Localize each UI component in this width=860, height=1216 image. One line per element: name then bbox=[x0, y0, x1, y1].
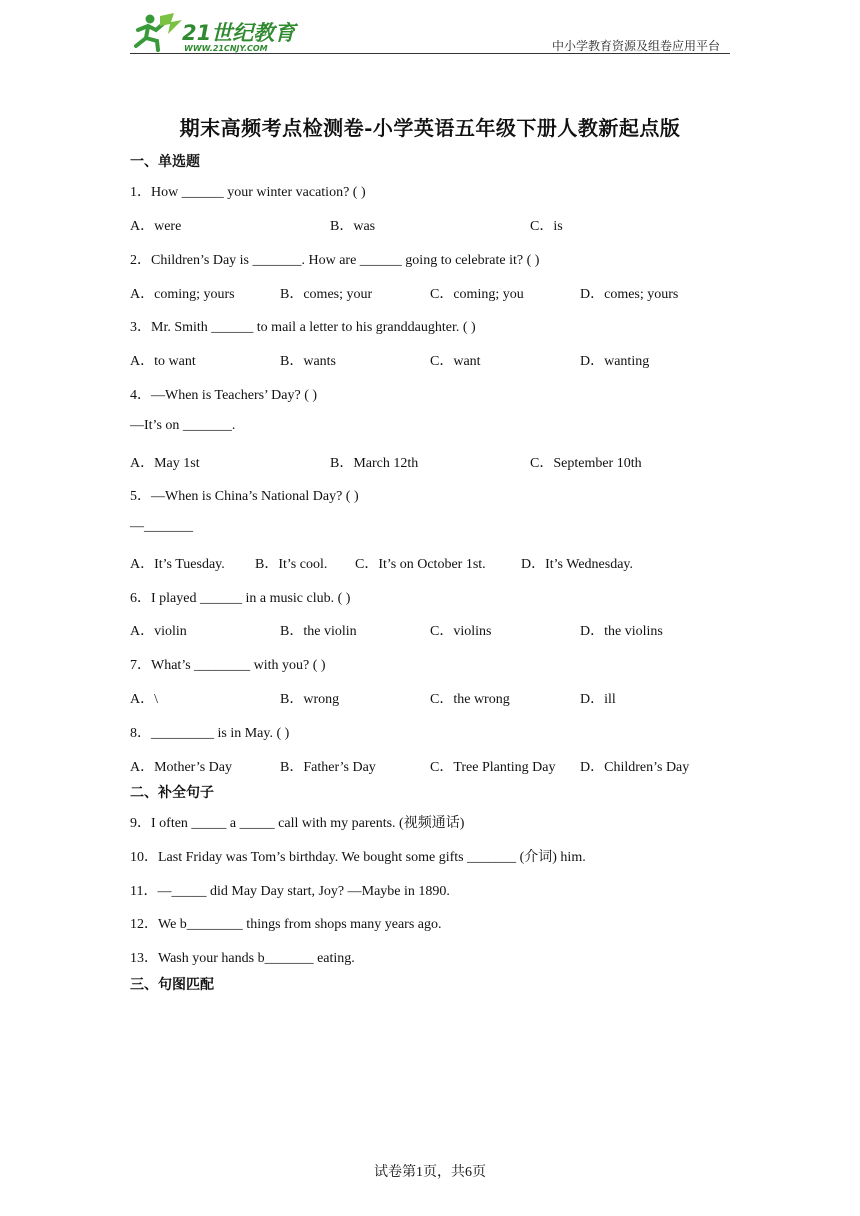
site-logo bbox=[130, 10, 300, 54]
svg-text:21世纪教育: 21世纪教育 bbox=[182, 21, 296, 45]
q3-option-a: A．to want bbox=[130, 354, 196, 369]
question-11: 11．—_____ did May Day start, Joy? —Maybe in 1890. bbox=[130, 884, 450, 899]
q2-option-d: D．comes; yours bbox=[580, 287, 679, 302]
q3-option-b: B．wants bbox=[280, 354, 336, 369]
q1-option-c: C．is bbox=[530, 219, 563, 234]
svg-text:WWW.21CNJY.COM: WWW.21CNJY.COM bbox=[184, 44, 268, 53]
q3-option-c: C．want bbox=[430, 354, 481, 369]
q2-option-b: B．comes; your bbox=[280, 287, 373, 302]
q8-option-d: D．Children’s Day bbox=[580, 760, 690, 775]
section-heading-sentence-picture-match: 三、句图匹配 bbox=[130, 977, 214, 993]
question-10: 10．Last Friday was Tom’s birthday. We bought some gifts _______ (介词) him. bbox=[130, 850, 586, 865]
q1-option-b: B．was bbox=[330, 219, 376, 234]
q6-option-b: B．the violin bbox=[280, 624, 357, 639]
q7-option-d: D．ill bbox=[580, 692, 616, 707]
question-12: 12．We b________ things from shops many years ago. bbox=[130, 917, 442, 932]
question-6: 6．I played ______ in a music club. ( ) bbox=[130, 591, 351, 606]
q1-option-a: A．were bbox=[130, 219, 182, 234]
section-heading-complete-sentences: 二、补全句子 bbox=[130, 785, 214, 801]
header-divider bbox=[130, 53, 730, 54]
q7-option-b: B．wrong bbox=[280, 692, 340, 707]
q2-option-c: C．coming; you bbox=[430, 287, 524, 302]
q8-option-c: C．Tree Planting Day bbox=[430, 760, 556, 775]
question-1: 1．How ______ your winter vacation? ( ) bbox=[130, 185, 366, 200]
question-3: 3．Mr. Smith ______ to mail a letter to his granddaughter. ( ) bbox=[130, 320, 476, 335]
question-9: 9．I often _____ a _____ call with my parents. (视频通话) bbox=[130, 816, 465, 831]
question-4-response: —It’s on _______. bbox=[130, 418, 236, 433]
q5-option-c: C．It’s on October 1st. bbox=[355, 557, 486, 572]
q5-option-a: A．It’s Tuesday. bbox=[130, 557, 225, 572]
question-2: 2．Children’s Day is _______. How are ______ going to celebrate it? ( ) bbox=[130, 253, 540, 268]
exam-title: 期末高频考点检测卷-小学英语五年级下册人教新起点版 bbox=[179, 116, 681, 140]
question-8: 8．_________ is in May. ( ) bbox=[130, 726, 290, 741]
q4-option-b: B．March 12th bbox=[330, 456, 419, 471]
q8-option-a: A．Mother’s Day bbox=[130, 760, 233, 775]
question-5: 5．—When is China’s National Day? ( ) bbox=[130, 489, 359, 504]
question-5-response: —_______ bbox=[130, 519, 193, 534]
q2-option-a: A．coming; yours bbox=[130, 287, 235, 302]
q6-option-d: D．the violins bbox=[580, 624, 663, 639]
q5-option-b: B．It’s cool. bbox=[255, 557, 328, 572]
q5-option-d: D．It’s Wednesday. bbox=[521, 557, 634, 572]
q3-option-d: D．wanting bbox=[580, 354, 650, 369]
page-header bbox=[130, 8, 730, 56]
page-footer: 试卷第1页，共6页 bbox=[374, 1165, 486, 1180]
q4-option-c: C．September 10th bbox=[530, 456, 642, 471]
section-heading-single-choice: 一、单选题 bbox=[130, 154, 200, 170]
q8-option-b: B．Father’s Day bbox=[280, 760, 376, 775]
platform-tagline: 中小学教育资源及组卷应用平台 bbox=[551, 39, 720, 53]
question-7: 7．What’s ________ with you? ( ) bbox=[130, 658, 326, 673]
question-4: 4．—When is Teachers’ Day? ( ) bbox=[130, 388, 318, 403]
q4-option-a: A．May 1st bbox=[130, 456, 200, 471]
q7-option-a: A．\ bbox=[130, 692, 158, 707]
q7-option-c: C．the wrong bbox=[430, 692, 510, 707]
q6-option-c: C．violins bbox=[430, 624, 492, 639]
question-13: 13．Wash your hands b_______ eating. bbox=[130, 951, 355, 966]
q6-option-a: A．violin bbox=[130, 624, 187, 639]
